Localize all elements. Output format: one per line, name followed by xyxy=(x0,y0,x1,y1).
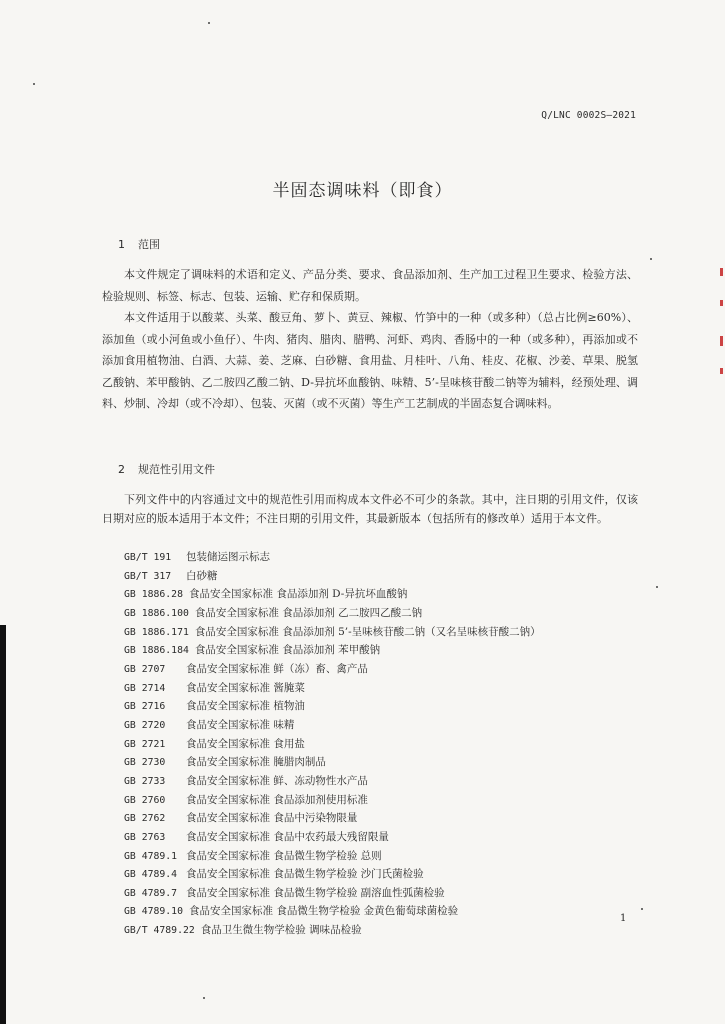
reference-code: GB 2714 xyxy=(124,682,166,694)
reference-name: 食品安全国家标准 植物油 xyxy=(186,700,305,713)
reference-code: GB 1886.100 xyxy=(124,607,189,619)
reference-item xyxy=(124,697,541,716)
document-title: 半固态调味料（即食） xyxy=(272,181,453,201)
reference-item xyxy=(124,791,541,810)
scan-red-mark xyxy=(720,368,723,374)
reference-name: 食品安全国家标准 食品添加剂 5’-呈味核苷酸二钠（又名呈味核苷酸二钠） xyxy=(194,625,541,638)
section-1-number: 1 xyxy=(118,238,125,251)
reference-code: GB/T 191 xyxy=(124,552,172,563)
section-1-heading xyxy=(118,236,160,252)
reference-name: 食品卫生微生物学检验 调味品检验 xyxy=(200,924,362,937)
reference-name: 食品安全国家标准 食用盐 xyxy=(186,737,305,750)
section-1-title: 范围 xyxy=(138,238,160,251)
reference-name: 食品安全国家标准 味精 xyxy=(186,718,295,731)
reference-code: GB 1886.184 xyxy=(124,645,189,657)
reference-item xyxy=(124,585,541,604)
reference-code: GB 4789.7 xyxy=(124,887,178,899)
reference-code: GB 4789.10 xyxy=(124,906,183,918)
reference-name: 食品安全国家标准 食品微生物学检验 总则 xyxy=(186,849,382,862)
reference-item xyxy=(124,641,541,660)
reference-item xyxy=(124,660,541,679)
reference-item xyxy=(124,921,541,940)
reference-item xyxy=(124,809,541,828)
reference-name: 食品安全国家标准 腌腊肉制品 xyxy=(186,756,326,769)
reference-item xyxy=(124,735,541,754)
scan-speck xyxy=(208,22,210,24)
reference-code: GB 2716 xyxy=(124,701,166,713)
scan-red-mark xyxy=(720,300,723,306)
reference-code: GB/T 317 xyxy=(124,570,172,582)
reference-item xyxy=(124,828,541,847)
reference-item xyxy=(124,716,541,735)
reference-item xyxy=(124,847,541,866)
scan-speck xyxy=(641,908,643,910)
reference-item xyxy=(124,753,541,772)
reference-code: GB 2763 xyxy=(124,831,166,843)
reference-code: GB 2762 xyxy=(124,813,166,825)
scan-speck xyxy=(656,586,658,588)
reference-name: 食品安全国家标准 食品中污染物限量 xyxy=(186,812,358,825)
reference-name: 食品安全国家标准 酱腌菜 xyxy=(186,681,305,694)
reference-code: GB 2760 xyxy=(124,794,166,806)
scan-red-mark xyxy=(720,336,723,346)
reference-code: GB 4789.4 xyxy=(124,869,178,881)
reference-item xyxy=(124,679,541,698)
reference-name: 食品安全国家标准 食品添加剂 乙二胺四乙酸二钠 xyxy=(194,606,423,619)
page-number: 1 xyxy=(620,913,627,924)
reference-code: GB 4789.1 xyxy=(124,850,178,862)
reference-code: GB 1886.171 xyxy=(124,626,189,638)
reference-item xyxy=(124,884,541,903)
reference-item xyxy=(124,567,541,586)
reference-name: 食品安全国家标准 食品微生物学检验 沙门氏菌检验 xyxy=(186,868,424,881)
scan-red-mark xyxy=(720,268,723,276)
reference-name: 白砂糖 xyxy=(186,569,218,582)
reference-name: 食品安全国家标准 食品微生物学检验 副溶血性弧菌检验 xyxy=(186,886,445,899)
reference-item xyxy=(124,865,541,884)
reference-name: 食品安全国家标准 食品添加剂 苯甲酸钠 xyxy=(194,644,381,657)
scan-speck xyxy=(203,997,205,999)
reference-code: GB 1886.28 xyxy=(124,589,183,601)
reference-code: GB 2733 xyxy=(124,775,166,787)
references-intro: 下列文件中的内容通过文中的规范性引用而构成本文件必不可少的条款。其中，注日期的引用文件，仅该日期对应的版本适用于本文件；不注日期的引用文件，其最新版本（包括所有的修改单）适用于本文件。 xyxy=(102,493,638,525)
reference-name: 食品安全国家标准 鲜（冻）畜、禽产品 xyxy=(186,662,368,675)
reference-name: 食品安全国家标准 食品添加剂 D-异抗坏血酸钠 xyxy=(188,588,408,601)
scope-paragraph-1: 本文件规定了调味料的术语和定义、产品分类、要求、食品添加剂、生产加工过程卫生要求、检验方法、检验规则、标签、标志、包装、运输、贮存和保质期。 xyxy=(102,268,638,303)
scan-speck xyxy=(33,83,35,85)
reference-name: 包装储运图示标志 xyxy=(186,551,270,563)
reference-code: GB 2707 xyxy=(124,663,166,675)
section-2-title: 规范性引用文件 xyxy=(138,463,215,476)
reference-item xyxy=(124,548,541,567)
reference-item xyxy=(124,623,541,642)
section-2-number: 2 xyxy=(118,463,125,476)
reference-code: GB 2721 xyxy=(124,738,166,750)
reference-code: GB/T 4789.22 xyxy=(124,925,195,937)
scan-speck xyxy=(650,258,652,260)
scan-edge-shadow xyxy=(0,625,6,1024)
reference-name: 食品安全国家标准 鲜、冻动物性水产品 xyxy=(186,774,368,787)
reference-item xyxy=(124,604,541,623)
reference-item xyxy=(124,902,541,921)
reference-code: GB 2720 xyxy=(124,719,166,731)
reference-name: 食品安全国家标准 食品微生物学检验 金黄色葡萄球菌检验 xyxy=(188,905,459,918)
document-code: Q/LNC 0002S—2021 xyxy=(541,110,636,121)
reference-code: GB 2730 xyxy=(124,757,166,769)
reference-name: 食品安全国家标准 食品中农药最大残留限量 xyxy=(186,830,389,843)
section-2-heading xyxy=(118,461,215,477)
scope-paragraph-2: 本文件适用于以酸菜、头菜、酸豆角、萝卜、黄豆、辣椒、竹笋中的一种（或多种）（总占比例≥60%）、添加鱼（或小河鱼或小鱼仔）、牛肉、猪肉、腊肉、腊鸭、河虾、鸡肉、香肠中的一种（或多种），再添加或不添加食用植物油、白酒、大蒜、姜、芝麻、白砂糖、食用盐、月桂叶、八角、桂皮、花椒、沙姜、草果、脱氢乙酸钠、苯甲酸钠、乙二胺四乙酸二钠、D-异抗坏血酸钠、味精、5’-呈味核苷酸二钠等为辅料，经预处理、调料、炒制、冷却（或不冷却）、包装、灭菌（或不灭菌）等生产工艺制成的半固态复合调味料。 xyxy=(102,311,638,410)
reference-item xyxy=(124,772,541,791)
reference-list xyxy=(124,548,541,940)
reference-name: 食品安全国家标准 食品添加剂使用标准 xyxy=(186,793,368,806)
